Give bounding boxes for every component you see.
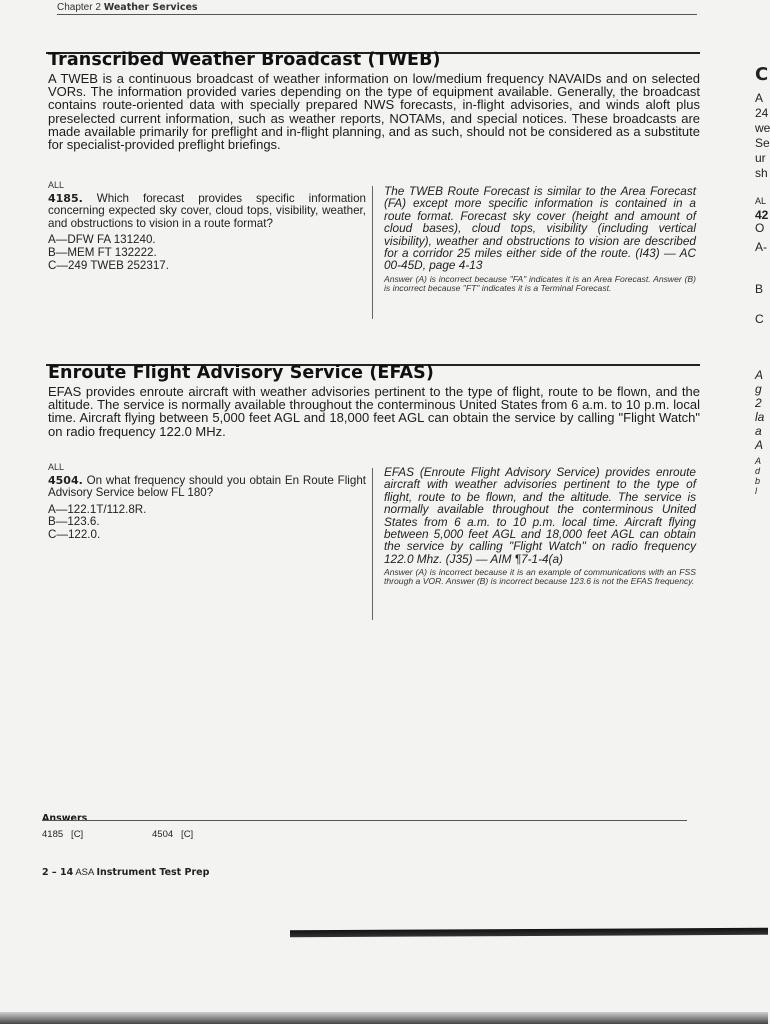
right-edge-fragment: A-: [755, 240, 767, 254]
answer-4504: 4504 [C]: [152, 829, 194, 840]
right-edge-fragment: 2: [755, 396, 762, 410]
right-edge-fragment: 24: [755, 106, 769, 120]
chapter-label: Chapter 2: [57, 2, 101, 13]
answer-options: [48, 504, 366, 542]
right-edge-fragment: Se: [755, 136, 770, 150]
question-body: On what frequency should you obtain En Route Flight Advisory Service below FL 180?: [48, 473, 366, 500]
header-rule: [57, 14, 697, 15]
explanation-note: Answer (A) is incorrect because "FA" indicates it is an Area Forecast. Answer (B) is incorrect because "FT" indicates it is a Terminal Forecast.: [384, 273, 696, 293]
efas-intro: EFAS provides enroute aircraft with weather advisories pertinent to the type of flight, route to be flown, and the altitude. The service is normally available throughout the conterminous United States from 6 a.m. to 10 p.m. local time. Aircraft flying between 5,000 feet AGL and 18,000 feet AGL can obtain the service by calling "Flight Watch" on radio frequency 122.0 MHz.: [48, 384, 700, 439]
efas-explanation: [384, 466, 696, 586]
footer-book-title: Instrument Test Prep: [96, 867, 210, 878]
question-number: 4504.: [48, 473, 83, 487]
answer-4185: 4185 [C]: [42, 829, 84, 840]
option-b: B—123.6.: [48, 515, 100, 529]
question-number: 4185.: [48, 191, 83, 205]
page-footer: [42, 867, 209, 878]
option-b: B—MEM FT 132222.: [48, 245, 157, 259]
right-edge-fragment: we: [755, 121, 770, 135]
right-edge-fragment: la: [755, 410, 765, 424]
right-edge-fragment: g: [755, 382, 762, 396]
right-edge-fragment: d: [755, 466, 761, 476]
page-number: 2 – 14: [42, 867, 74, 878]
right-edge-fragment: A: [755, 456, 762, 466]
column-divider: [372, 468, 373, 620]
option-c: C—122.0.: [48, 527, 101, 541]
right-edge-fragment: B: [755, 282, 764, 296]
right-edge-fragment: sh: [755, 166, 768, 180]
right-edge-fragment: ur: [755, 151, 766, 165]
column-divider: [372, 186, 373, 319]
explanation-text: EFAS (Enroute Flight Advisory Service) provides enroute aircraft with weather advisories pertinent to the type of flight, route to be flown, and the altitude. The service is normally available throughout the conterminous United States from 6 a.m. to 10 p.m. local time. Aircraft flying between 5,000 feet AGL and 18,000 feet AGL can obtain the service by calling "Flight Watch" on radio frequency 122.0 Mhz. (J35) — AIM ¶7-1-4(a): [384, 465, 696, 566]
footer-publisher: ASA: [75, 867, 94, 878]
right-edge-fragment: A: [755, 91, 764, 105]
question-body: Which forecast provides specific information concerning expected sky cover, cloud tops, visibility, weather, and obstructions to vision in a route format?: [48, 191, 366, 230]
right-edge-fragment: a: [755, 424, 762, 438]
option-c: C—249 TWEB 252317.: [48, 258, 169, 272]
chapter-header: [57, 2, 198, 13]
right-edge-fragment: b: [755, 476, 761, 486]
question-category: ALL: [48, 462, 65, 472]
right-edge-fragment: C: [755, 312, 764, 326]
right-edge-fragment: AL: [755, 196, 767, 206]
right-edge-fragment: O: [755, 221, 765, 235]
efas-question: [48, 461, 366, 542]
answers-rule: [42, 820, 687, 821]
tweb-question: [48, 179, 366, 272]
explanation-text: The TWEB Route Forecast is similar to the Area Forecast (FA) except more specific information is contained in a route format. Forecast sky cover (height and amount of cloud bases), cloud tops, visibility (including vertical visibility), weather and obstructions to vision are described for a corridor 25 miles either side of the route. (I43) — AC 00-45D, page 4-13: [384, 184, 696, 273]
right-edge-fragment: A: [755, 438, 764, 452]
chapter-section: Weather Services: [103, 2, 198, 13]
option-a: A—DFW FA 131240.: [48, 233, 156, 247]
answer-options: [48, 234, 366, 272]
tweb-explanation: [384, 185, 696, 293]
right-edge-fragment: A: [755, 368, 764, 382]
scan-shadow: [290, 928, 768, 938]
right-edge-fragment: l: [755, 486, 757, 496]
right-edge-fragment: C: [755, 64, 769, 85]
tweb-intro: A TWEB is a continuous broadcast of weather information on low/medium frequency NAVAIDs and on selected VORs. The information provided varies depending on the type of equipment available. Generally, the broadcast contains route-oriented data with specially prepared NWS forecasts, in-flight advisories, and winds aloft plus preselected current information, such as weather reports, NOTAMs, and special notices. These broadcasts are made available primarily for preflight and in-flight planning, and as such, should not be considered as a substitute for specialist-provided preflight briefings.: [48, 71, 700, 153]
question-category: ALL: [48, 180, 65, 190]
answers-title: Answers: [42, 813, 88, 824]
question-text: [48, 475, 366, 500]
tweb-title: Transcribed Weather Broadcast (TWEB): [48, 50, 441, 70]
efas-title: Enroute Flight Advisory Service (EFAS): [48, 363, 434, 383]
explanation-note: Answer (A) is incorrect because it is an example of communications with an FSS through a VOR. Answer (B) is incorrect because 123.6 is not the EFAS frequency.: [384, 567, 696, 587]
option-a: A—122.1T/112.8R.: [48, 502, 147, 516]
right-edge-fragment: 42: [755, 208, 769, 222]
scan-edge: [0, 1012, 768, 1024]
question-text: [48, 193, 366, 231]
